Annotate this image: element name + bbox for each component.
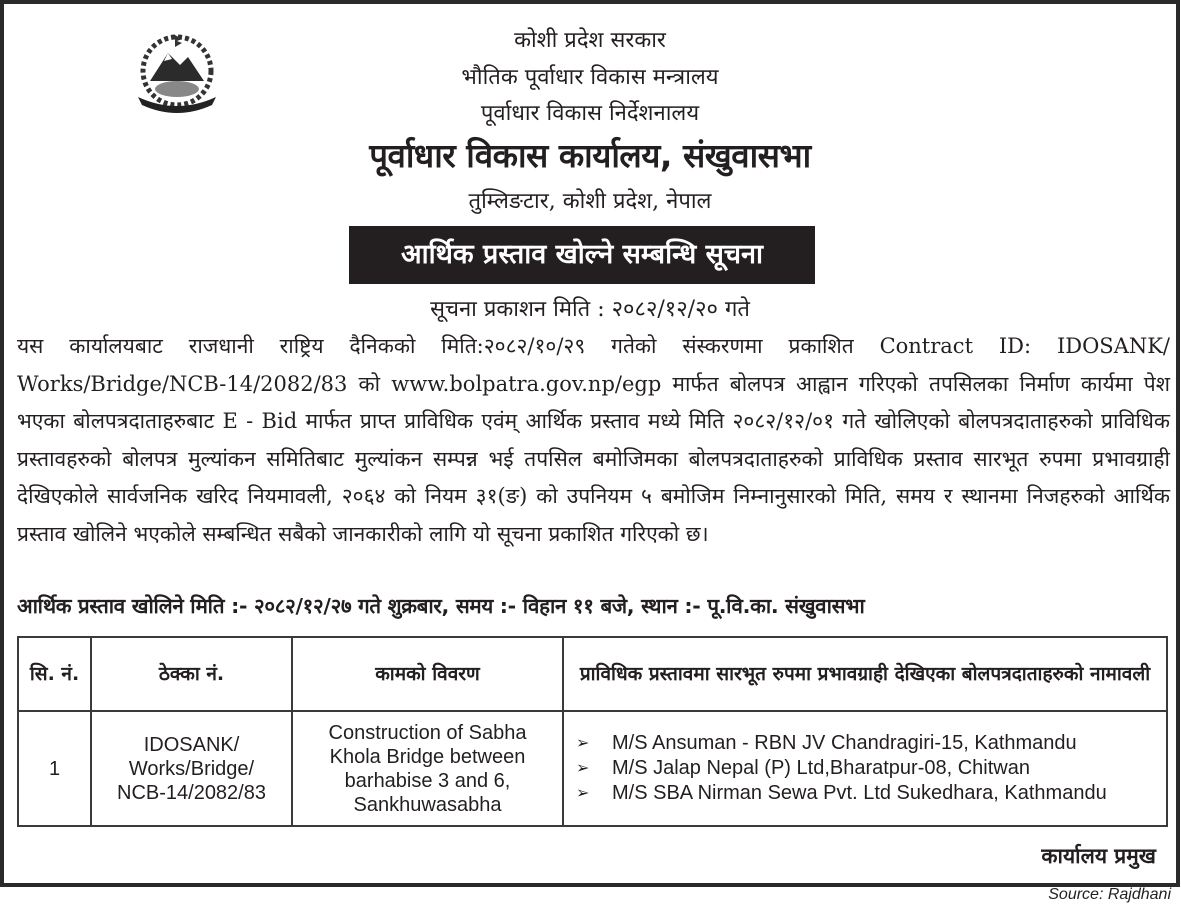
cell-serial-no: 1	[18, 711, 91, 826]
arrow-bullet-icon: ➢	[576, 785, 590, 802]
notice-body: यस कार्यालयबाट राजधानी राष्ट्रिय दैनिकको मिति:२०८२/१०/२९ गतेको संस्करणमा प्रकाशित Contract ID: IDOSANK/ Works/Bridge/NCB-14/2082/83 को www.bolpatra.gov.np/egp मार्फत बोलपत्र आह्वान गरिएको तपसिलका निर्माण कार्यमा पेश भएका बोलपत्रदाताहरुबाट E - Bid मार्फत प्राप्त प्राविधिक एवंम् आर्थिक प्रस्ताव मध्ये मिति २०८२/१२/०१ गते खोलिएको बोलपत्रदाताहरुको प्राविधिक प्रस्तावहरुको बोलपत्र मुल्यांकन समितिबाट मुल्यांकन सम्पन्न भई तपसिल बमोजिमका बोलपत्रदाताहरुको प्राविधिक प्रस्ताव सारभूत रुपमा प्रभावग्राही देखिएकोले सार्वजनिक खरिद नियमावली, २०६४ को नियम ३१(ङ) को उपनियम ५ बमोजिम निम्नानुसारको मिति, समय र स्थानमा निजहरुको आर्थिक प्रस्ताव खोलिने भएकोले सम्बन्धित सबैको जानकारीको लागि यो सूचना प्रकाशित गरिएको छ।	[17, 334, 1170, 546]
header-contract-no: ठेक्का नं.	[91, 637, 292, 711]
header-province-government: कोशी प्रदेश सरकार	[514, 28, 666, 53]
bidders-list	[564, 731, 1166, 806]
arrow-bullet-icon: ➢	[576, 760, 590, 777]
list-item	[576, 781, 1166, 806]
publication-date: सूचना प्रकाशन मिति : २०८२/१२/२० गते	[430, 297, 750, 322]
header-directorate: पूर्वाधार विकास निर्देशनालय	[480, 101, 700, 126]
cell-contract-no: IDOSANK/ Works/Bridge/ NCB-14/2082/83	[91, 711, 292, 826]
header-office-name: पूर्वाधार विकास कार्यालय, संखुवासभा	[369, 136, 811, 175]
bidder-name: M/S Jalap Nepal (P) Ltd,Bharatpur-08, Chitwan	[612, 757, 1030, 779]
signature-office-chief: कार्यालय प्रमुख	[1041, 844, 1156, 868]
header-serial-no: सि. नं.	[18, 637, 91, 711]
header-bidders-list: प्राविधिक प्रस्तावमा सारभूत रुपमा प्रभावग्राही देखिएका बोलपत्रदाताहरुको नामावली	[563, 637, 1167, 711]
list-item	[576, 756, 1166, 781]
header-address: तुम्लिङटार, कोशी प्रदेश, नेपाल	[468, 189, 712, 214]
opening-info: आर्थिक प्रस्ताव खोलिने मिति :- २०८२/१२/२७ गते शुक्रबार, समय :- विहान ११ बजे, स्थान :- पू.वि.का. संखुवासभा	[17, 594, 865, 618]
bidder-name: M/S Ansuman - RBN JV Chandragiri-15, Kathmandu	[612, 732, 1077, 754]
table-header-row	[18, 637, 1167, 711]
header-work-description: कामको विवरण	[292, 637, 563, 711]
cell-work-description: Construction of Sabha Khola Bridge between barhabise 3 and 6, Sankhuwasabha	[292, 711, 563, 826]
bidder-name: M/S SBA Nirman Sewa Pvt. Ltd Sukedhara, Kathmandu	[612, 782, 1107, 804]
header-ministry: भौतिक पूर्वाधार विकास मन्त्रालय	[461, 65, 719, 90]
source-caption: Source: Rajdhani	[1048, 886, 1171, 903]
notice-title: आर्थिक प्रस्ताव खोल्ने सम्बन्धि सूचना	[349, 226, 815, 284]
table-row	[18, 711, 1167, 826]
cell-bidders	[563, 711, 1167, 826]
bidders-table	[17, 636, 1168, 827]
arrow-bullet-icon: ➢	[576, 735, 590, 752]
list-item	[576, 731, 1166, 756]
